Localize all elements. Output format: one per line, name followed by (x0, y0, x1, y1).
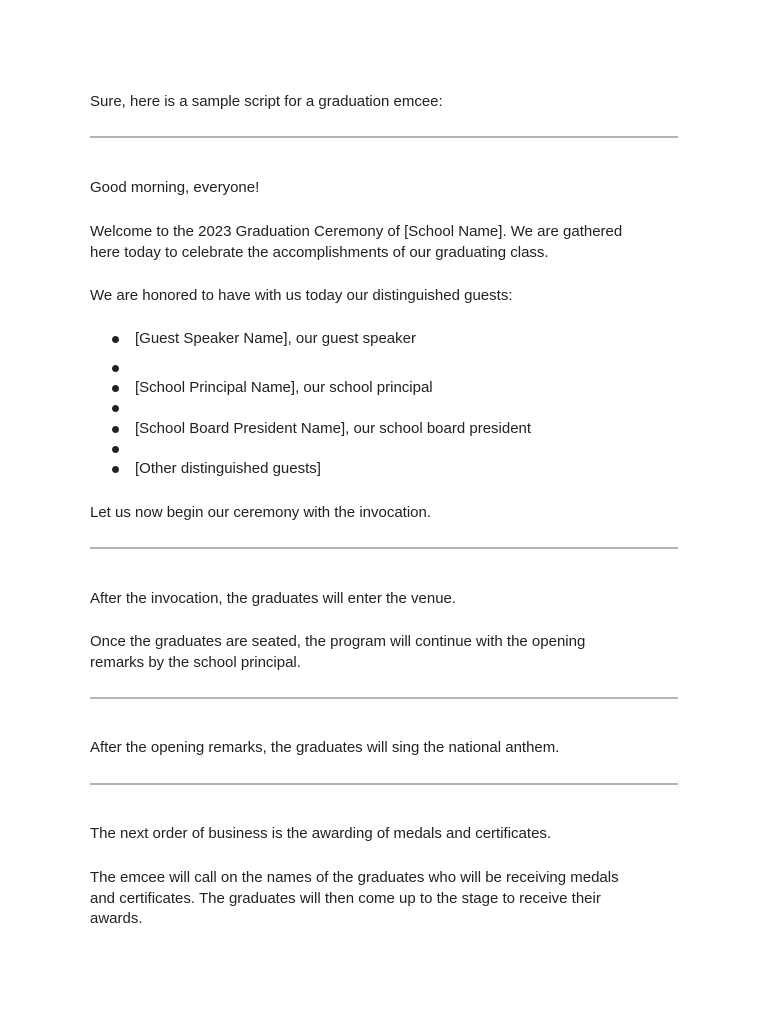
bullet-icon (112, 466, 119, 473)
bullet-icon (112, 446, 119, 453)
next-order-paragraph: The next order of business is the awarding of medals and certificates. (90, 825, 552, 842)
anthem-paragraph: After the opening remarks, the graduates will sing the national anthem. (90, 739, 560, 756)
horizontal-rule (90, 783, 678, 785)
bullet-icon (112, 336, 119, 343)
horizontal-rule (90, 547, 678, 549)
bullet-icon (112, 385, 119, 392)
greeting-paragraph: Good morning, everyone! (90, 179, 260, 196)
emcee-call-paragraph: The emcee will call on the names of the graduates who will be receiving medals and certificates. The graduates will then come up to the stage to receive their awards. (90, 869, 619, 927)
honored-guests-paragraph: We are honored to have with us today our distinguished guests: (90, 287, 513, 304)
list-item-text: [School Principal Name], our school principal (135, 379, 433, 396)
list-item-text: [Guest Speaker Name], our guest speaker (135, 330, 416, 347)
horizontal-rule (90, 136, 678, 138)
bullet-icon (112, 405, 119, 412)
list-item-text: [School Board President Name], our school board president (135, 420, 532, 437)
after-invocation-paragraph: After the invocation, the graduates will enter the venue. (90, 590, 457, 607)
list-item-text: [Other distinguished guests] (135, 460, 321, 477)
bullet-icon (112, 426, 119, 433)
welcome-paragraph: Welcome to the 2023 Graduation Ceremony of [School Name]. We are gathered here today to celebrate the accomplishments of our graduating class. (90, 223, 623, 261)
horizontal-rule (90, 697, 678, 699)
once-seated-paragraph: Once the graduates are seated, the program will continue with the opening remarks by the school principal. (90, 633, 586, 671)
intro-paragraph: Sure, here is a sample script for a graduation emcee: (90, 93, 443, 110)
begin-paragraph: Let us now begin our ceremony with the invocation. (90, 504, 432, 521)
bullet-icon (112, 365, 119, 372)
